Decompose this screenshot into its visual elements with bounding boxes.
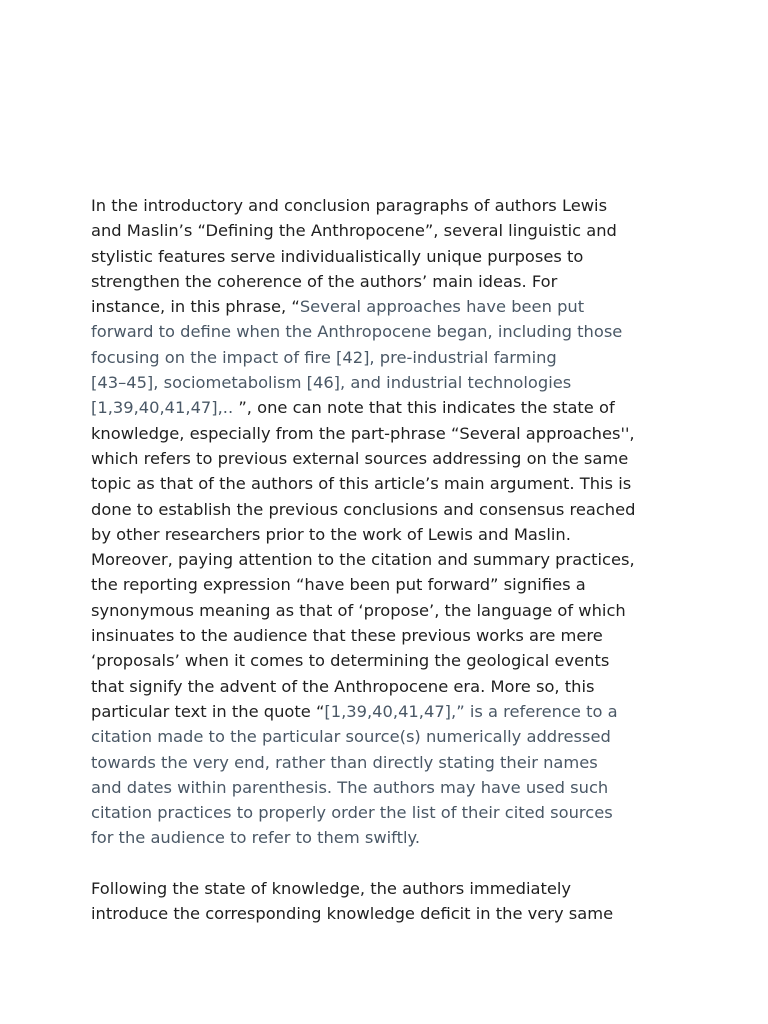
quoted-text-line: citation made to the particular source(s) numerically addressed (91, 727, 611, 747)
text-line: ‘proposals’ when it comes to determining the geological events (91, 651, 610, 671)
text-line: the reporting expression “have been put forward” signifies a (91, 575, 586, 595)
document-body (91, 193, 691, 927)
text-line: synonymous meaning as that of ‘propose’, the language of which (91, 600, 626, 620)
text-line: knowledge, especially from the part-phrase “Several approaches'', (91, 423, 635, 443)
quoted-text-line: towards the very end, rather than directly stating their names (91, 752, 598, 772)
text-line: stylistic features serve individualistically unique purposes to (91, 246, 584, 266)
text-line: which refers to previous external sources addressing on the same (91, 448, 629, 468)
quoted-text-line: and dates within parenthesis. The authors may have used such (91, 777, 609, 797)
text-line (91, 294, 691, 319)
text-segment: ”, one can note that this indicates the state of (238, 398, 615, 418)
text-line: strengthen the coherence of the authors’ main ideas. For (91, 271, 558, 291)
text-segment: particular text in the quote “ (91, 701, 325, 721)
text-line: insinuates to the audience that these previous works are mere (91, 626, 603, 646)
text-line: by other researchers prior to the work of Lewis and Maslin. (91, 524, 571, 544)
quoted-text: [1,39,40,41,47],” is a reference to a (324, 701, 618, 721)
text-line: done to establish the previous conclusions and consensus reached (91, 499, 636, 519)
text-line: and Maslin’s “Defining the Anthropocene”, several linguistic and (91, 221, 617, 241)
text-line: Following the state of knowledge, the authors immediately (91, 879, 572, 899)
text-line: topic as that of the authors of this article’s main argument. This is (91, 474, 632, 494)
text-segment: instance, in this phrase, “ (91, 297, 300, 317)
quoted-text-line: [43–45], sociometabolism [46], and industrial technologies (91, 373, 572, 393)
paragraph-knowledge-deficit (91, 876, 691, 927)
quoted-text: Several approaches have been put (299, 297, 585, 317)
quoted-text-line: focusing on the impact of fire [42], pre-industrial farming (91, 347, 557, 367)
quoted-text-line: for the audience to refer to them swiftly. (91, 828, 421, 848)
quoted-text-line: forward to define when the Anthropocene began, including those (91, 322, 623, 342)
paragraph-analysis (91, 193, 691, 851)
text-line: Moreover, paying attention to the citation and summary practices, (91, 550, 635, 570)
text-line: In the introductory and conclusion paragraphs of authors Lewis (91, 196, 608, 215)
text-line (91, 699, 691, 724)
quoted-text-line: citation practices to properly order the list of their cited sources (91, 803, 613, 823)
quoted-text: [1,39,40,41,47],.. (91, 398, 239, 418)
text-line (91, 395, 691, 420)
text-line: introduce the corresponding knowledge deficit in the very same (91, 904, 614, 924)
text-line: that signify the advent of the Anthropocene era. More so, this (91, 676, 595, 696)
